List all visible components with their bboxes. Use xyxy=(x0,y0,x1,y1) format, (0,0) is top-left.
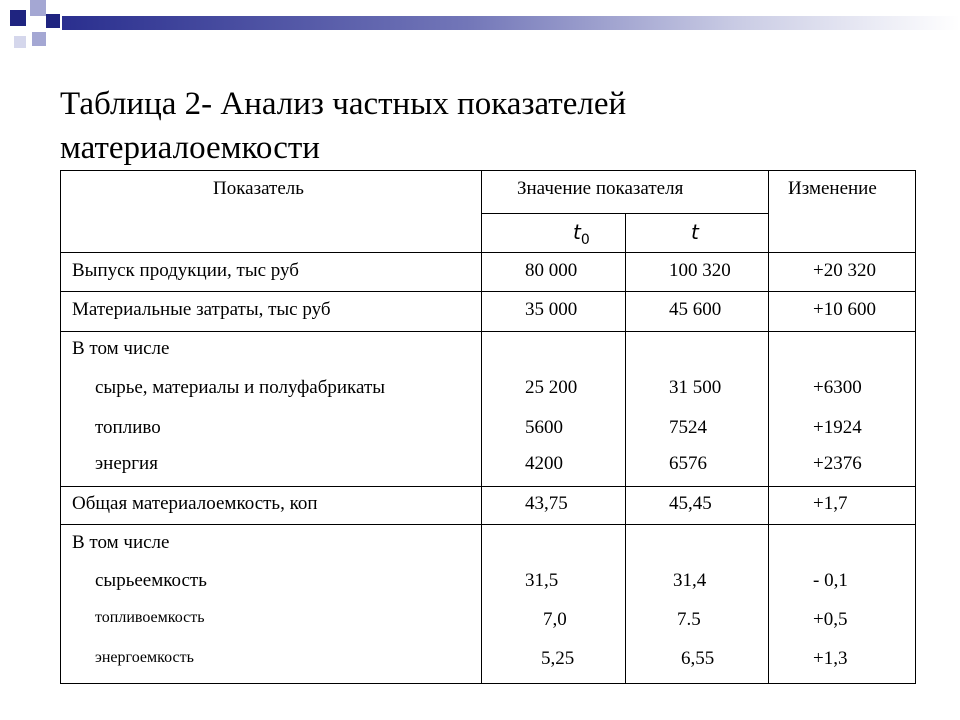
row-t: 7524 xyxy=(669,417,707,438)
header-decoration xyxy=(0,0,960,60)
deco-square-3 xyxy=(46,14,60,28)
row-label: топливоемкость xyxy=(95,609,205,626)
row-divider-5 xyxy=(61,524,915,525)
row-change: +20 320 xyxy=(813,260,876,281)
title-line-1: Таблица 2- Анализ частных показателей xyxy=(60,86,627,122)
row-t0: 31,5 xyxy=(525,570,559,591)
row-divider-2 xyxy=(61,291,915,292)
row-label: Выпуск продукции, тыс руб xyxy=(72,260,299,281)
row-change: +10 600 xyxy=(813,299,876,320)
col-divider-3 xyxy=(768,171,769,683)
row-t0: 5,25 xyxy=(541,648,575,669)
col-divider-2 xyxy=(625,213,626,683)
row-divider-1 xyxy=(61,252,915,253)
header-t: t xyxy=(691,220,699,244)
row-t0: 4200 xyxy=(525,453,563,474)
row-label: В том числе xyxy=(72,532,170,553)
row-change: +0,5 xyxy=(813,609,848,630)
row-label: сырье, материалы и полуфабрикаты xyxy=(95,377,386,398)
row-change: +6300 xyxy=(813,377,862,398)
row-t0: 80 000 xyxy=(525,260,578,281)
row-label: топливо xyxy=(95,417,161,438)
header-t0-sub: 0 xyxy=(580,232,590,248)
header-indicator: Показатель xyxy=(213,178,304,199)
row-t: 45,45 xyxy=(669,493,712,514)
row-label: В том числе xyxy=(72,338,170,359)
header-t0-base: t xyxy=(573,220,581,244)
row-divider-3 xyxy=(61,331,915,332)
row-t: 6576 xyxy=(669,453,707,474)
row-label: Общая материалоемкость, коп xyxy=(72,493,318,514)
row-label: энергия xyxy=(95,453,158,474)
row-change: +1,7 xyxy=(813,493,848,514)
row-t0: 35 000 xyxy=(525,299,578,320)
header-change: Изменение xyxy=(788,178,877,199)
row-divider-4 xyxy=(61,486,915,487)
title-line-2: материалоемкости xyxy=(60,130,320,166)
row-change: +1,3 xyxy=(813,648,848,669)
row-change: +2376 xyxy=(813,453,862,474)
deco-square-5 xyxy=(14,36,26,48)
row-t: 100 320 xyxy=(669,260,731,281)
analysis-table xyxy=(60,170,916,684)
deco-square-2 xyxy=(30,0,46,16)
row-t: 6,55 xyxy=(681,648,715,669)
row-t0: 5600 xyxy=(525,417,563,438)
header-value: Значение показателя xyxy=(517,178,684,199)
row-t0: 25 200 xyxy=(525,377,578,398)
page-title xyxy=(60,82,920,170)
row-t: 31 500 xyxy=(669,377,722,398)
row-t: 31,4 xyxy=(673,570,707,591)
row-change: - 0,1 xyxy=(813,570,848,591)
header-subdivider xyxy=(481,213,768,214)
row-change: +1924 xyxy=(813,417,862,438)
row-label: Материальные затраты, тыс руб xyxy=(72,299,331,320)
header-gradient-bar xyxy=(62,16,960,30)
row-t0: 7,0 xyxy=(543,609,567,630)
row-label: сырьеемкость xyxy=(95,570,207,591)
deco-square-4 xyxy=(32,32,46,46)
row-label: энергоемкость xyxy=(95,649,194,666)
col-divider-1 xyxy=(481,171,482,683)
row-t: 45 600 xyxy=(669,299,722,320)
row-t: 7.5 xyxy=(677,609,701,630)
deco-square-1 xyxy=(10,10,26,26)
header-t0 xyxy=(573,221,590,251)
row-t0: 43,75 xyxy=(525,493,568,514)
